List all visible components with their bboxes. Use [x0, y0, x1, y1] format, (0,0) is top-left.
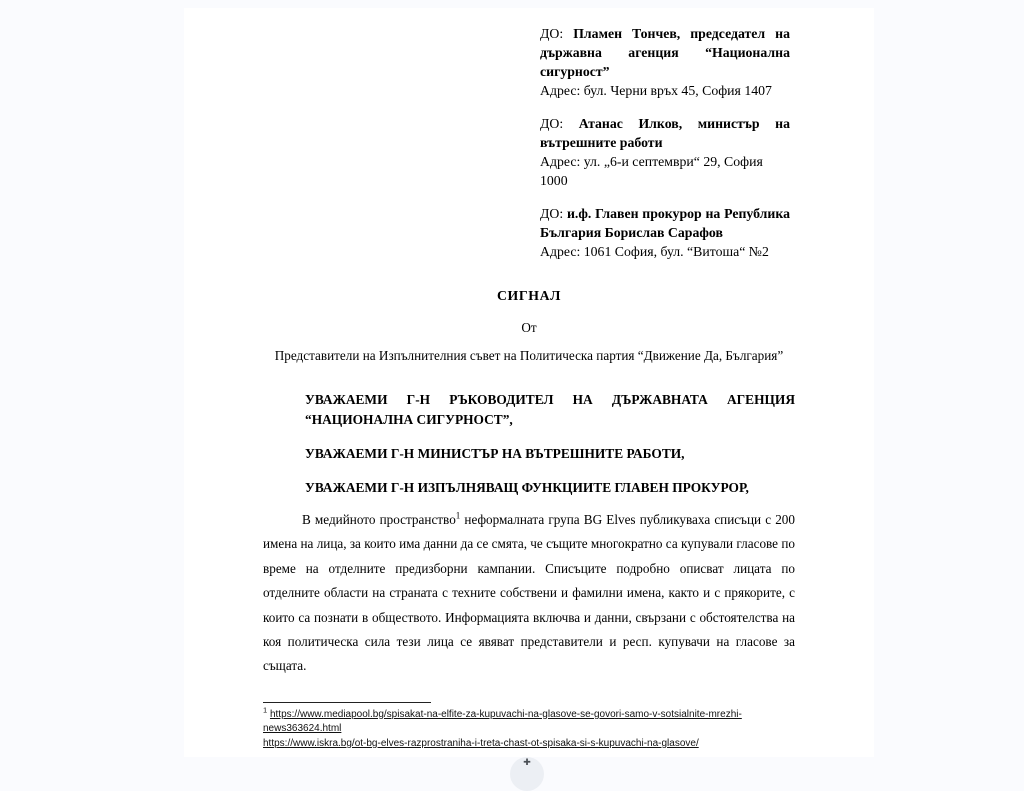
footnote-divider: [263, 702, 431, 703]
body-text-after-ref: неформалната група BG Elves публикуваха списъци с 200 имена на лица, за които има данни да се смята, че същите многократно са купували гласове по време на отделните предизборни кампании. Списъците подробно описват лицата по отделните области на страната с техните собствени и фамилни имена, както и с прякорите, с които са познати в обществото. Информацията включва и данни, свързани с обстоятелства на коя политическа сила тези лица се явяват представители и респ. купувачи на гласове за същата.: [263, 512, 795, 674]
recipient-heading: [540, 204, 790, 242]
footnote-area: [263, 702, 795, 752]
sender-line: Представители на Изпълнителния съвет на Политическа партия “Движение Да, България”: [274, 348, 784, 363]
recipient-heading: [540, 114, 790, 152]
from-label: От: [521, 320, 537, 335]
plus-icon: ✚: [523, 758, 531, 768]
recipient-block-prosecutor: [540, 204, 790, 261]
recipient-label: ДО:: [540, 116, 564, 131]
salutation-dans: УВАЖАЕМИ Г-Н РЪКОВОДИТЕЛ НА ДЪРЖАВНАТА АГЕНЦИЯ “НАЦИОНАЛНА СИГУРНОСТ”,: [305, 392, 795, 427]
recipient-label: ДО:: [540, 206, 564, 221]
recipient-address: Адрес: бул. Черни връх 45, София 1407: [540, 83, 772, 98]
document-title: СИГНАЛ: [496, 288, 562, 303]
body-paragraph: [263, 508, 795, 679]
footnote-reference: 1: [455, 510, 461, 521]
recipient-name: и.ф. Главен прокурор на Република България Борислав Сарафов: [540, 206, 790, 240]
document-content: [184, 8, 874, 751]
salutation-prosecutor: УВАЖАЕМИ Г-Н ИЗПЪЛНЯВАЩ ФУНКЦИИТЕ ГЛАВЕН ПРОКУРОР,: [305, 480, 749, 495]
recipient-label: ДО:: [540, 26, 564, 41]
document-page: [184, 8, 874, 757]
recipient-name: Пламен Тончев, председател на държавна агенция “Национална сигурност”: [540, 26, 790, 79]
footnote-marker: 1: [263, 705, 268, 715]
floating-action-button[interactable]: [510, 757, 544, 791]
recipient-block-mvr: [540, 114, 790, 190]
recipient-address: Адрес: ул. „6-и септември“ 29, София 1000: [540, 154, 763, 188]
salutation-minister: УВАЖАЕМИ Г-Н МИНИСТЪР НА ВЪТРЕШНИТЕ РАБОТИ,: [305, 446, 685, 461]
recipient-heading: [540, 24, 790, 81]
footnote-text: [263, 705, 795, 752]
footnote-link-iskra[interactable]: https://www.iskra.bg/ot-bg-elves-razprostraniha-i-treta-chast-ot-spisaka-si-s-kupuvachi-na-glasove/: [263, 737, 699, 749]
recipient-address: Адрес: 1061 София, бул. “Витоша“ №2: [540, 244, 769, 259]
body-text-before-ref: В медийното пространство: [302, 512, 456, 527]
recipient-name: Атанас Илков, министър на вътрешните работи: [540, 116, 790, 150]
recipient-block-dans: [540, 24, 790, 100]
footnote-link-mediapool[interactable]: https://www.mediapool.bg/spisakat-na-elfite-za-kupuvachi-na-glasove-se-govori-samo-v-sotsialnite-mrezhi-news363624.html: [263, 708, 742, 735]
recipient-blocks: [540, 24, 790, 261]
